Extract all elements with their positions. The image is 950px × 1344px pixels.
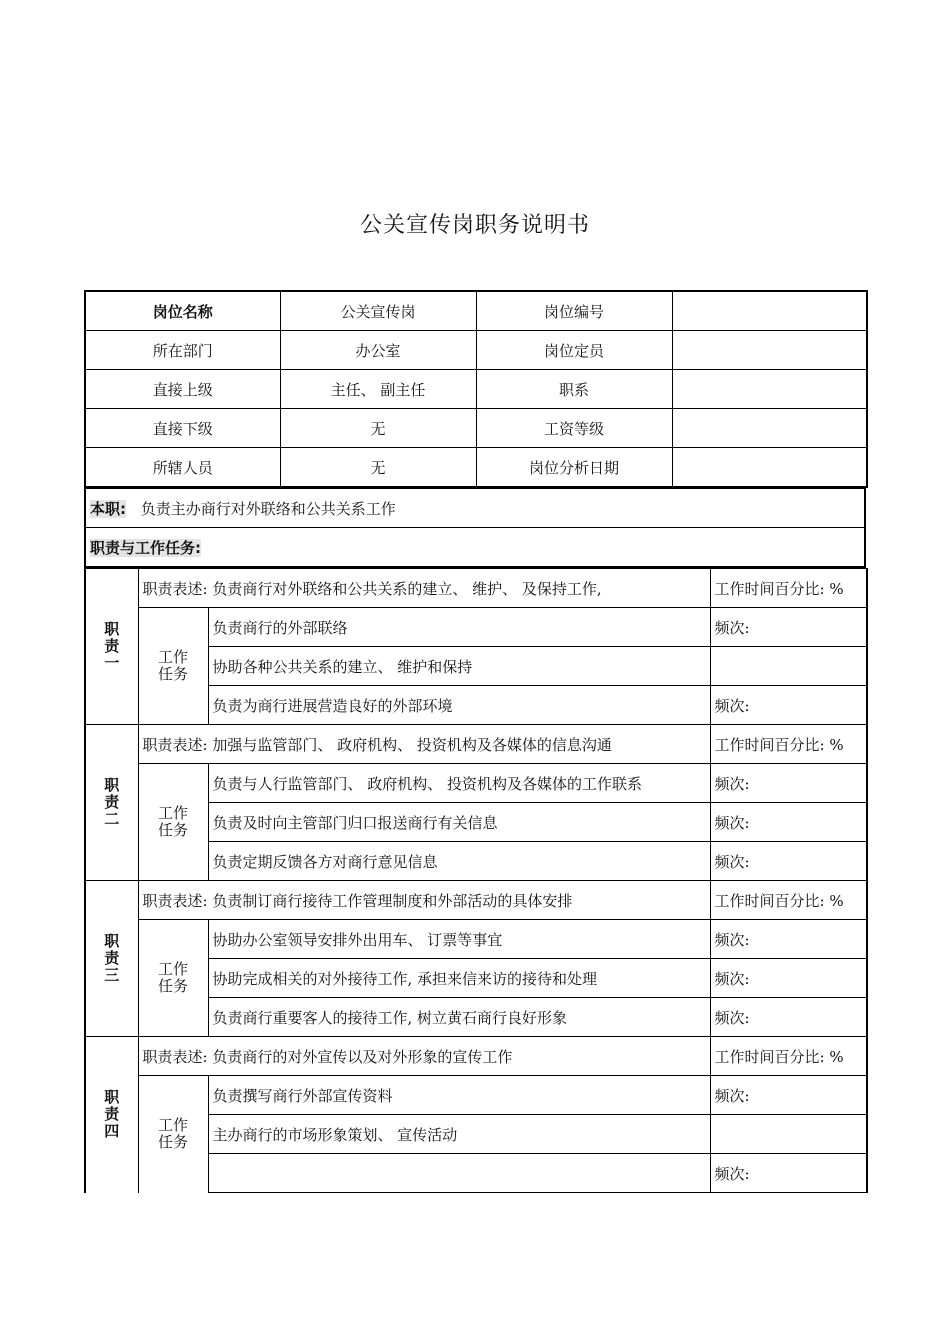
header-row xyxy=(85,370,867,409)
task-frequency: 频次: xyxy=(710,1076,867,1115)
field-label: 直接下级 xyxy=(85,409,280,448)
duties-heading-row xyxy=(85,528,865,568)
duty-name xyxy=(85,725,138,881)
task-text: 协助各种公共关系的建立、 维护和保持 xyxy=(208,647,710,686)
duty-desc-row xyxy=(85,881,867,920)
field-value xyxy=(672,448,867,488)
task-text: 负责撰写商行外部宣传资料 xyxy=(208,1076,710,1115)
header-row xyxy=(85,409,867,448)
task-frequency: 频次: xyxy=(710,1154,867,1193)
duty-name-text: 职责二 xyxy=(104,776,120,828)
header-table xyxy=(84,290,868,488)
benzhi-label: 本职: xyxy=(90,499,126,518)
time-percentage: 工作时间百分比: % xyxy=(710,1037,867,1076)
task-text xyxy=(208,1154,710,1193)
duty-description: 职责表述: 负责制订商行接待工作管理制度和外部活动的具体安排 xyxy=(138,881,710,920)
field-value: 无 xyxy=(280,448,476,488)
time-percentage: 工作时间百分比: % xyxy=(710,881,867,920)
field-value xyxy=(672,331,867,370)
duty-name xyxy=(85,881,138,1037)
task-label xyxy=(138,608,208,725)
task-text: 协助完成相关的对外接待工作, 承担来信来访的接待和处理 xyxy=(208,959,710,998)
task-text: 协助办公室领导安排外出用车、 订票等事宜 xyxy=(208,920,710,959)
task-frequency: 频次: xyxy=(710,959,867,998)
task-frequency xyxy=(710,1115,867,1154)
task-frequency: 频次: xyxy=(710,608,867,647)
field-label: 职系 xyxy=(476,370,672,409)
task-text: 负责及时向主管部门归口报送商行有关信息 xyxy=(208,803,710,842)
field-value xyxy=(672,370,867,409)
field-value xyxy=(672,291,867,331)
benzhi-text: 负责主办商行对外联络和公共关系工作 xyxy=(140,499,396,518)
task-frequency: 频次: xyxy=(710,998,867,1037)
field-value: 办公室 xyxy=(280,331,476,370)
task-row xyxy=(85,764,867,803)
duties-heading: 职责与工作任务: xyxy=(90,538,201,557)
duty-desc-row xyxy=(85,1037,867,1076)
job-description-table xyxy=(84,290,866,1193)
task-frequency: 频次: xyxy=(710,842,867,881)
task-label-text: 工作任务 xyxy=(157,960,188,995)
header-row xyxy=(85,331,867,370)
field-value: 主任、 副主任 xyxy=(280,370,476,409)
task-row xyxy=(85,608,867,647)
header-row xyxy=(85,448,867,488)
field-value: 公关宣传岗 xyxy=(280,291,476,331)
duty-description: 职责表述: 加强与监管部门、 政府机构、 投资机构及各媒体的信息沟通 xyxy=(138,725,710,764)
benzhi-table xyxy=(84,488,866,568)
task-text: 负责与人行监管部门、 政府机构、 投资机构及各媒体的工作联系 xyxy=(208,764,710,803)
task-text: 主办商行的市场形象策划、 宣传活动 xyxy=(208,1115,710,1154)
task-row xyxy=(85,1076,867,1115)
task-text: 负责商行重要客人的接待工作, 树立黄石商行良好形象 xyxy=(208,998,710,1037)
field-value xyxy=(672,409,867,448)
task-text: 负责商行的外部联络 xyxy=(208,608,710,647)
field-label: 所辖人员 xyxy=(85,448,280,488)
task-label xyxy=(138,1076,208,1193)
field-label: 岗位编号 xyxy=(476,291,672,331)
time-percentage: 工作时间百分比: % xyxy=(710,569,867,608)
duties-table xyxy=(84,568,868,1193)
task-label xyxy=(138,764,208,881)
field-label: 岗位定员 xyxy=(476,331,672,370)
task-text: 负责定期反馈各方对商行意见信息 xyxy=(208,842,710,881)
duty-name xyxy=(85,569,138,725)
field-value: 无 xyxy=(280,409,476,448)
time-percentage: 工作时间百分比: % xyxy=(710,725,867,764)
task-text: 负责为商行进展营造良好的外部环境 xyxy=(208,686,710,725)
page-title: 公关宣传岗职务说明书 xyxy=(359,213,590,238)
duty-name-text: 职责四 xyxy=(104,1088,120,1141)
field-label: 工资等级 xyxy=(476,409,672,448)
task-label-text: 工作任务 xyxy=(157,804,188,839)
field-label: 直接上级 xyxy=(85,370,280,409)
task-frequency xyxy=(710,647,867,686)
task-row xyxy=(85,920,867,959)
task-label-text: 工作任务 xyxy=(157,1116,188,1152)
duty-name xyxy=(85,1037,138,1193)
duty-name-text: 职责一 xyxy=(104,620,120,672)
task-frequency: 频次: xyxy=(710,803,867,842)
task-frequency: 频次: xyxy=(710,764,867,803)
field-label: 所在部门 xyxy=(85,331,280,370)
duty-description: 职责表述: 负责商行对外联络和公共关系的建立、 维护、 及保持工作, xyxy=(138,569,710,608)
header-row xyxy=(85,291,867,331)
field-label: 岗位分析日期 xyxy=(476,448,672,488)
task-label xyxy=(138,920,208,1037)
benzhi-row xyxy=(85,489,865,528)
task-label-text: 工作任务 xyxy=(157,648,188,683)
duty-desc-row xyxy=(85,569,867,608)
task-frequency: 频次: xyxy=(710,686,867,725)
task-frequency: 频次: xyxy=(710,920,867,959)
duty-description: 职责表述: 负责商行的对外宣传以及对外形象的宣传工作 xyxy=(138,1037,710,1076)
field-label: 岗位名称 xyxy=(85,291,280,331)
duty-desc-row xyxy=(85,725,867,764)
duty-name-text: 职责三 xyxy=(104,932,120,984)
